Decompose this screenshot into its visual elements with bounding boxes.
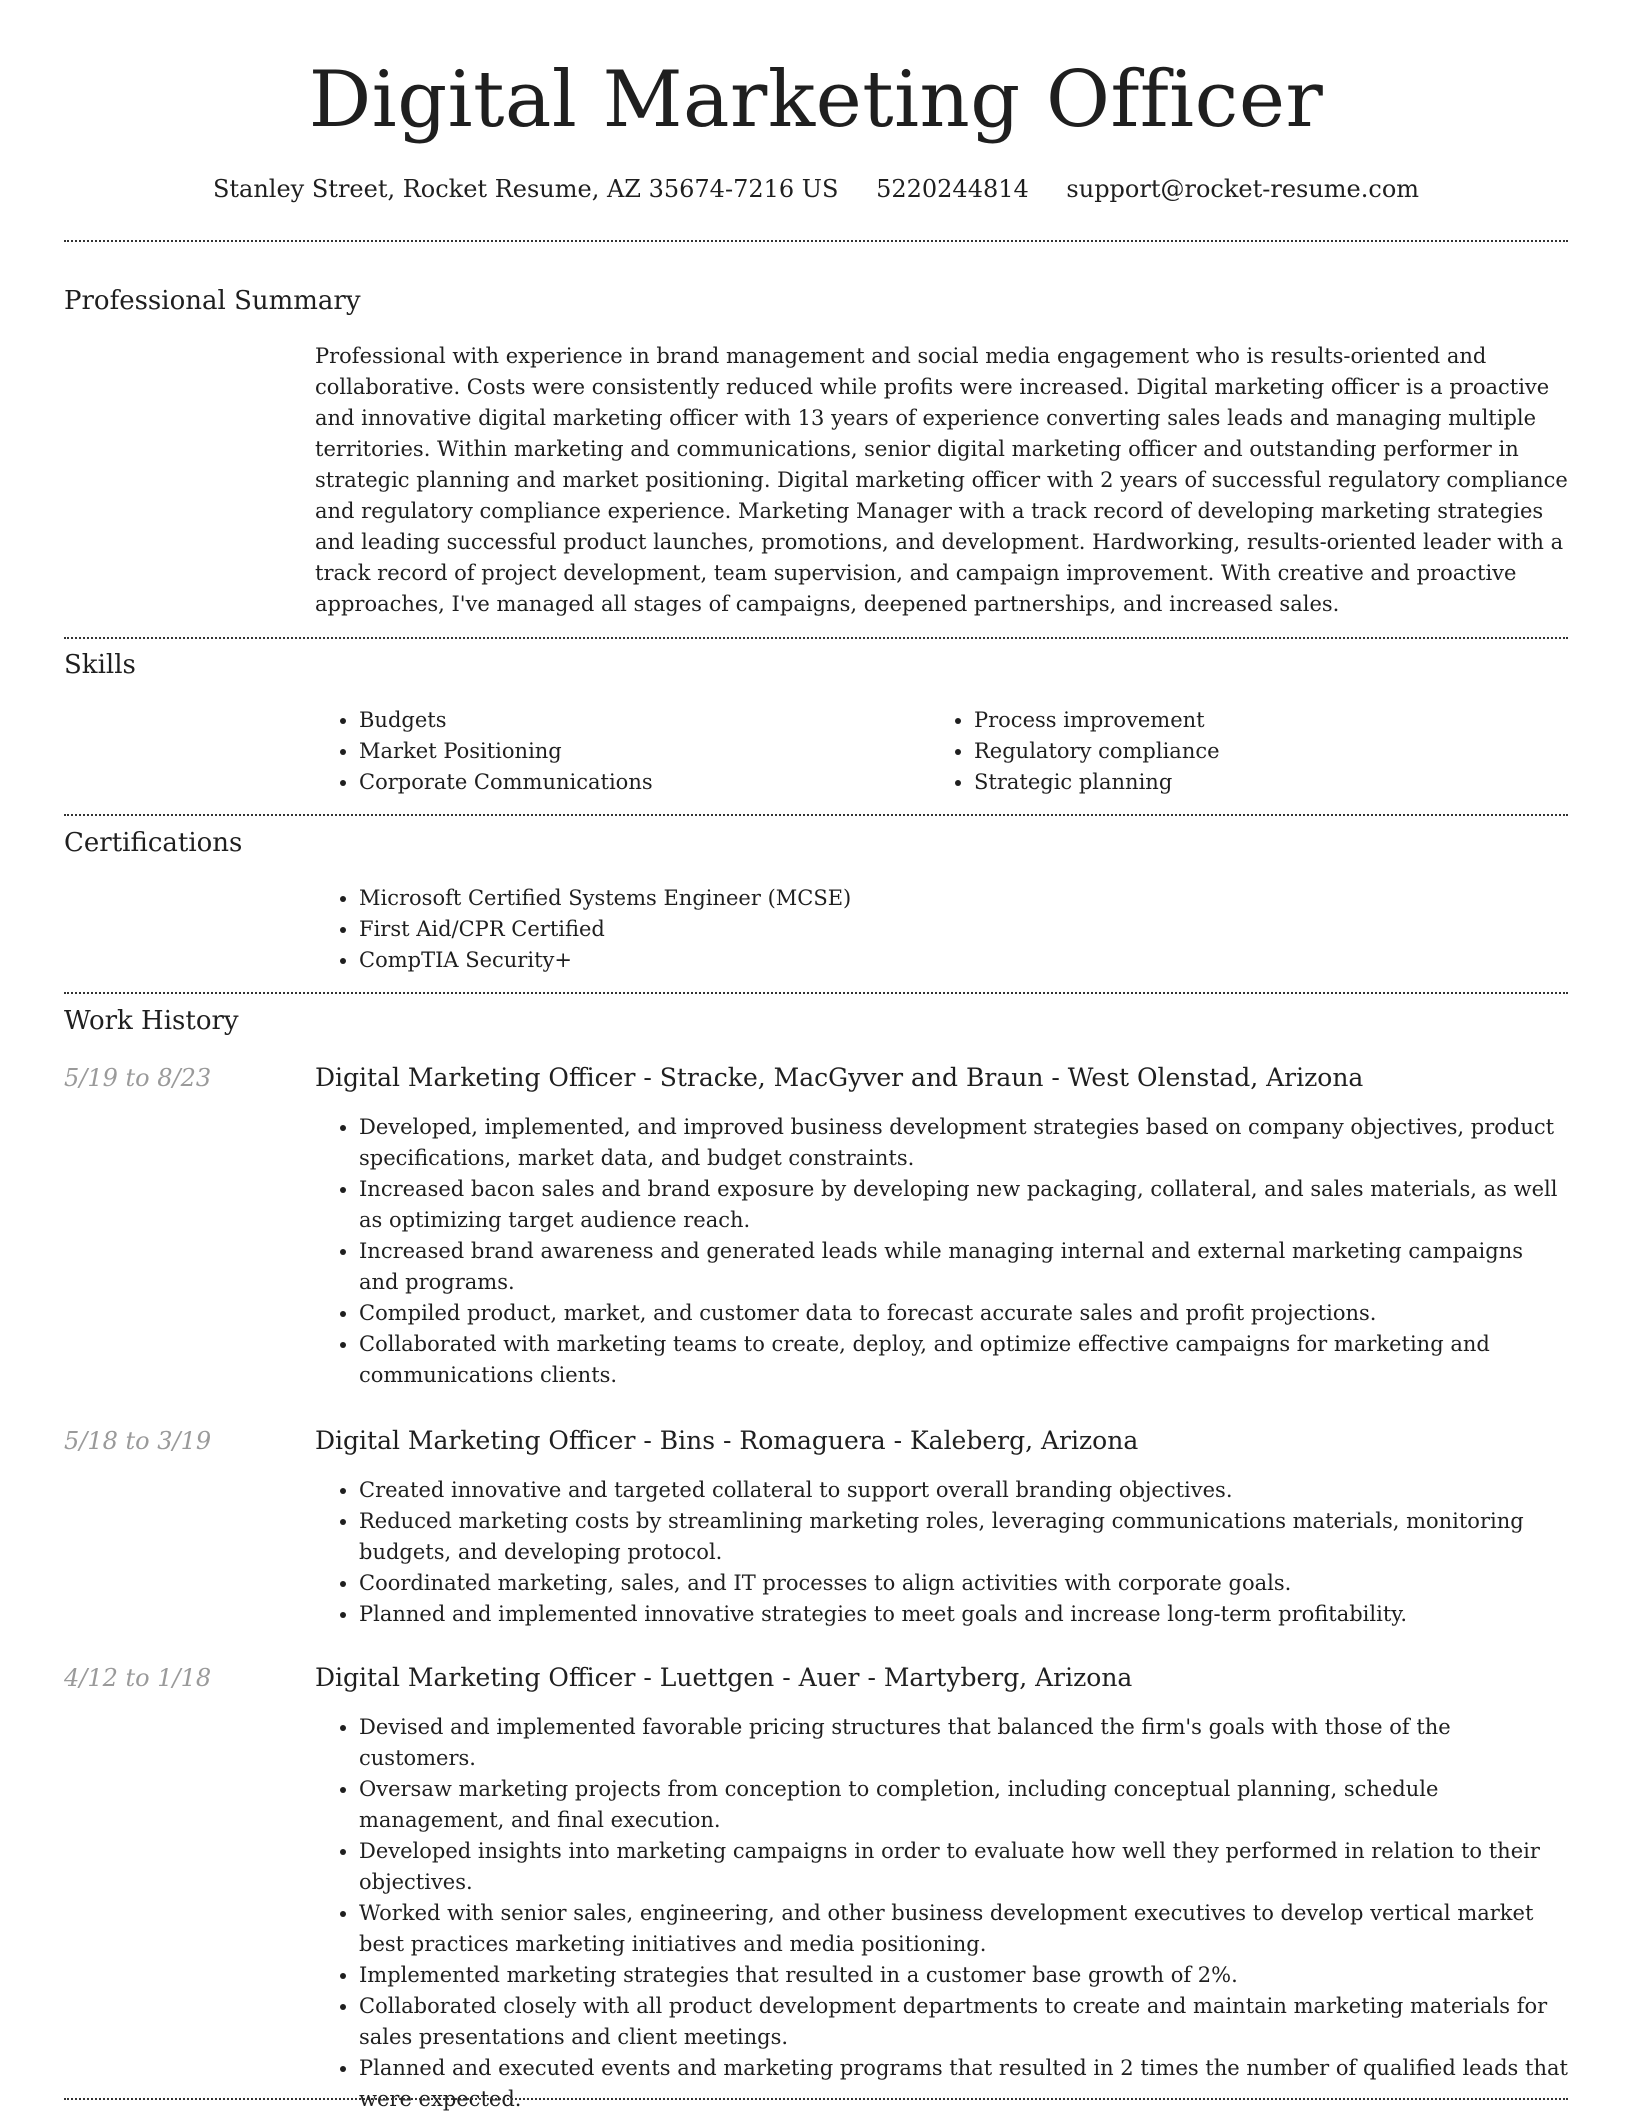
- job-bullet: • Collaborated with marketing teams to create, deploy, and optimize effective campaigns for marketing and communications clients.: [359, 1329, 1568, 1391]
- job-bullet: • Worked with senior sales, engineering, and other business development executives to develop vertical market best practices marketing initiatives and media positioning.: [359, 1898, 1568, 1960]
- divider: [64, 814, 1568, 816]
- contact-line: [0, 170, 1632, 208]
- job-bullet: • Increased brand awareness and generated leads while managing internal and external marketing campaigns and programs.: [359, 1236, 1568, 1298]
- skill-item: • Corporate Communications: [359, 767, 915, 798]
- skills-right-column: [930, 705, 1530, 798]
- job-bullet: • Increased bacon sales and brand exposure by developing new packaging, collateral, and sales materials, as well as optimizing target audience reach.: [359, 1174, 1568, 1236]
- contact-address: Stanley Street, Rocket Resume, AZ 35674-7216 US: [212, 175, 839, 203]
- skill-item: • Regulatory compliance: [974, 736, 1530, 767]
- job-dates: 4/12 to 1/18: [64, 1664, 212, 1692]
- divider: [64, 240, 1568, 242]
- section-title-skills: Skills: [64, 650, 136, 680]
- skill-item: • Strategic planning: [974, 767, 1530, 798]
- contact-email: support@rocket-resume.com: [1066, 175, 1420, 203]
- job-bullet: • Implemented marketing strategies that resulted in a customer base growth of 2%.: [359, 1960, 1568, 1991]
- job-bullet: • Collaborated closely with all product development departments to create and maintain marketing materials for sales presentations and client meetings.: [359, 1991, 1568, 2053]
- divider: [64, 637, 1568, 639]
- summary-block: [315, 341, 1568, 620]
- section-title-certifications: Certifications: [64, 828, 243, 858]
- job-bullet: • Reduced marketing costs by streamlining marketing roles, leveraging communications materials, monitoring budgets, and developing protocol.: [359, 1506, 1568, 1568]
- section-title-summary: Professional Summary: [64, 286, 361, 316]
- certification-item: • Microsoft Certified Systems Engineer (MCSE): [359, 883, 1568, 914]
- skill-item: • Budgets: [359, 705, 915, 736]
- job-bullets: [315, 1112, 1568, 1391]
- section-title-work-history: Work History: [64, 1006, 239, 1036]
- contact-phone: 5220244814: [876, 175, 1029, 203]
- certification-item: • First Aid/CPR Certified: [359, 914, 1568, 945]
- skill-item: • Process improvement: [974, 705, 1530, 736]
- job-bullets: [315, 1475, 1568, 1630]
- resume-name: Digital Marketing Officer: [308, 55, 1324, 145]
- job-bullet: • Devised and implemented favorable pricing structures that balanced the firm's goals with those of the customers.: [359, 1712, 1568, 1774]
- job-bullet: • Created innovative and targeted collateral to support overall branding objectives.: [359, 1475, 1568, 1506]
- job-dates: 5/19 to 8/23: [64, 1064, 212, 1092]
- job-heading: Digital Marketing Officer - Luettgen - Auer - Martyberg, Arizona: [315, 1663, 1133, 1692]
- job-bullet: • Planned and implemented innovative strategies to meet goals and increase long-term profitability.: [359, 1599, 1568, 1630]
- job-dates: 5/18 to 3/19: [64, 1427, 212, 1455]
- job-bullets: [315, 1712, 1568, 2115]
- divider: [64, 992, 1568, 994]
- job-bullet: • Coordinated marketing, sales, and IT processes to align activities with corporate goals.: [359, 1568, 1568, 1599]
- job-bullet: • Developed insights into marketing campaigns in order to evaluate how well they performed in relation to their objectives.: [359, 1836, 1568, 1898]
- job-heading: Digital Marketing Officer - Stracke, MacGyver and Braun - West Olenstad, Arizona: [315, 1063, 1364, 1092]
- skill-item: • Market Positioning: [359, 736, 915, 767]
- job-bullet: • Developed, implemented, and improved business development strategies based on company objectives, product specifications, market data, and budget constraints.: [359, 1112, 1568, 1174]
- job-bullet: • Compiled product, market, and customer data to forecast accurate sales and profit projections.: [359, 1298, 1568, 1329]
- certifications-block: [315, 883, 1568, 976]
- job-heading: Digital Marketing Officer - Bins - Romaguera - Kaleberg, Arizona: [315, 1426, 1139, 1455]
- certification-item: • CompTIA Security+: [359, 945, 1568, 976]
- summary-text: Professional with experience in brand management and social media engagement who is results-oriented and collaborative. Costs were consistently reduced while profits were increased. Digital marketing officer is a proactive and innovative digital marketing officer with 13 years of experience converting sales leads and managing multiple territories. Within marketing and communications, senior digital marketing officer and outstanding performer in strategic planning and market positioning. Digital marketing officer with 2 years of successful regulatory compliance and regulatory compliance experience. Marketing Manager with a track record of developing marketing strategies and leading successful product launches, promotions, and development. Hardworking, results-oriented leader with a track record of project development, team supervision, and campaign improvement. With creative and proactive approaches, I've managed all stages of campaigns, deepened partnerships, and increased sales.: [315, 344, 1568, 616]
- job-bullet: • Oversaw marketing projects from conception to completion, including conceptual planning, schedule management, and final execution.: [359, 1774, 1568, 1836]
- skills-left-column: [315, 705, 915, 798]
- job-bullet: • Planned and executed events and marketing programs that resulted in 2 times the number of qualified leads that were expected.: [359, 2053, 1568, 2115]
- divider: [64, 2098, 1568, 2100]
